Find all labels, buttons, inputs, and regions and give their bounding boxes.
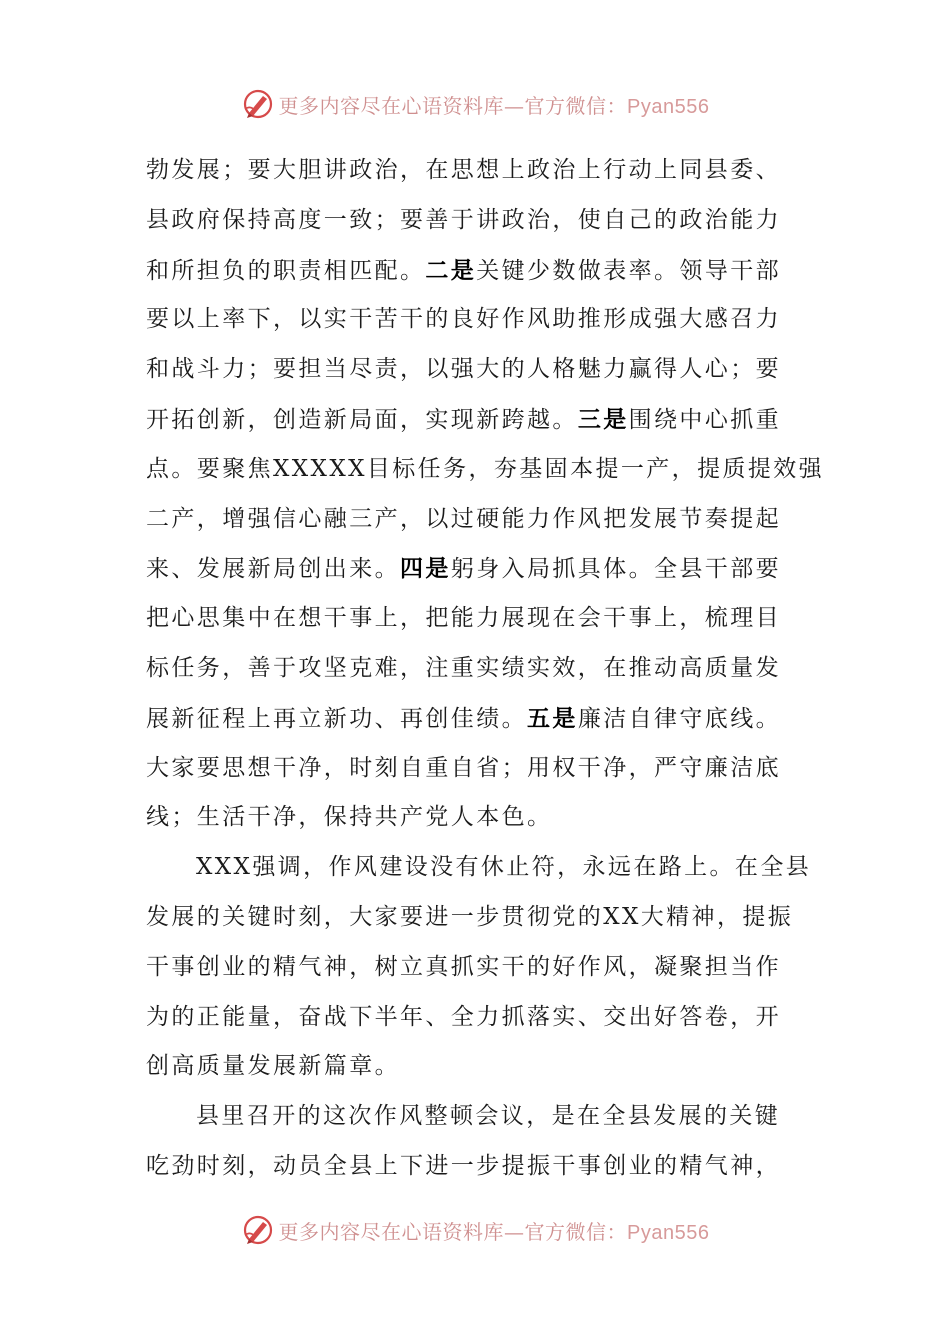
- text-line: 和战斗力；要担当尽责，以强大的人格魅力赢得人心；要: [146, 356, 781, 383]
- text-line: 二产，增强信心融三产，以过硬能力作风把发展节奏提起: [146, 505, 781, 532]
- text-line: 开拓创新，创造新局面，实现新跨越。三是围绕中心抓重: [146, 405, 782, 433]
- pen-circle-logo-icon: [241, 1213, 275, 1247]
- bold-marker: 三是: [577, 405, 629, 433]
- header-watermark: [0, 84, 950, 124]
- bold-marker: 二是: [425, 256, 477, 284]
- bold-marker: 五是: [527, 704, 578, 732]
- text-line: 吃劲时刻，动员全县上下进一步提振干事创业的精气神，: [146, 1152, 781, 1179]
- text-line: 县政府保持高度一致；要善于讲政治，使自己的政治能力: [146, 206, 781, 233]
- text-line: 要以上率下，以实干苦干的良好作风助推形成强大感召力: [146, 306, 781, 333]
- text-line: 县里召开的这次作风整顿会议，是在全县发展的关键: [196, 1103, 781, 1130]
- pen-circle-logo-icon: [241, 87, 275, 121]
- bold-marker: 四是: [400, 555, 451, 583]
- text-line: 点。要聚焦XXXXX目标任务，夯基固本提一产，提质提效强: [146, 455, 825, 482]
- text-line: 为的正能量，奋战下半年、全力抓落实、交出好答卷，开: [146, 1003, 781, 1030]
- text-line: 和所担负的职责相匹配。二是关键少数做表率。领导干部: [146, 256, 782, 284]
- text-line: 干事创业的精气神，树立真抓实干的好作风，凝聚担当作: [146, 953, 781, 980]
- text-line: 来、发展新局创出来。四是躬身入局抓具体。全县干部要: [146, 555, 782, 583]
- text-line: 把心思集中在想干事上，把能力展现在会干事上，梳理目: [146, 605, 781, 632]
- footer-watermark: [0, 1210, 950, 1250]
- text-line: 创高质量发展新篇章。: [146, 1053, 400, 1080]
- watermark-text: 更多内容尽在心语资料库—官方微信：Pyan556: [278, 1219, 710, 1244]
- watermark-text: 更多内容尽在心语资料库—官方微信：Pyan556: [278, 93, 710, 118]
- text-line: 发展的关键时刻，大家要进一步贯彻党的XX大精神，提振: [146, 903, 794, 930]
- text-line: 勃发展；要大胆讲政治，在思想上政治上行动上同县委、: [146, 157, 781, 183]
- text-line: XXX强调，作风建设没有休止符，永远在路上。在全县: [196, 854, 812, 881]
- document-body: [146, 146, 825, 1192]
- text-line: 线；生活干净，保持共产党人本色。: [146, 804, 553, 831]
- text-line: 标任务，善于攻坚克难，注重实绩实效，在推动高质量发: [146, 654, 781, 681]
- text-line: 展新征程上再立新功、再创佳绩。五是廉洁自律守底线。: [146, 704, 782, 732]
- text-line: 大家要思想干净，时刻自重自省；用权干净，严守廉洁底: [146, 754, 781, 781]
